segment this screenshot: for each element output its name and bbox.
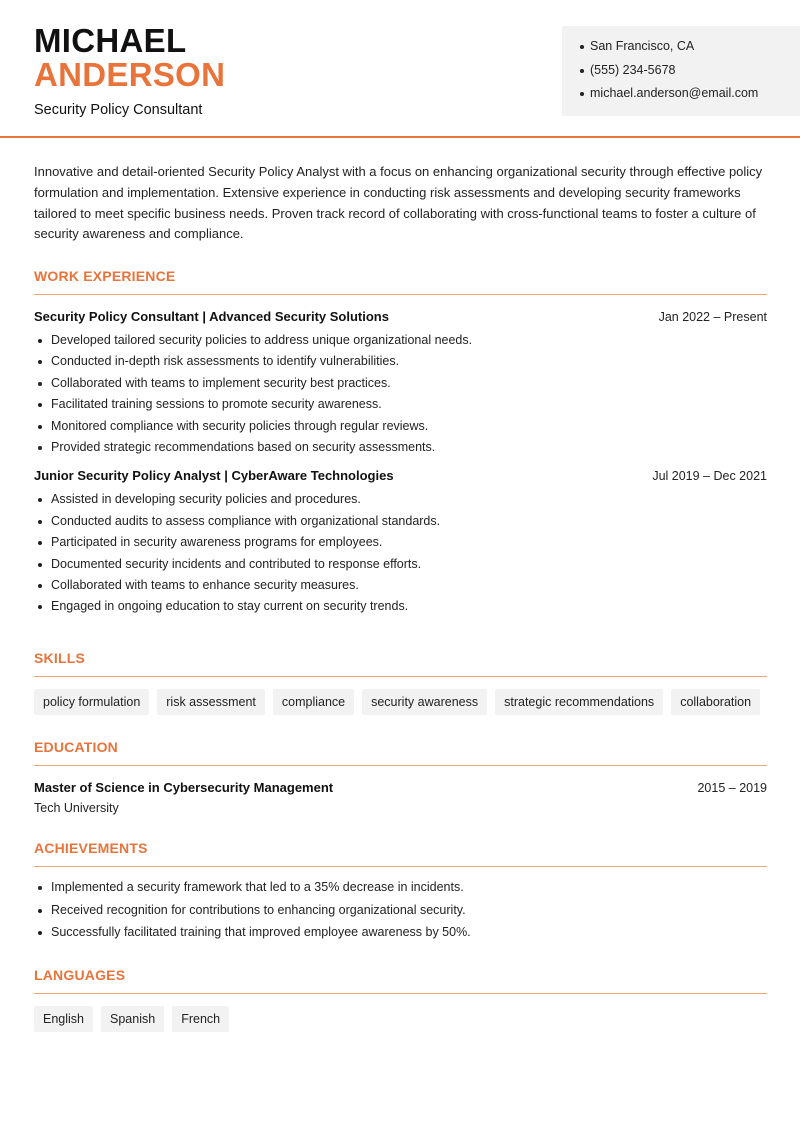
bullet-icon bbox=[38, 360, 42, 364]
contact-phone bbox=[580, 63, 800, 87]
bullet-text: Received recognition for contributions to enhancing organizational security. bbox=[51, 902, 466, 917]
work-experience-section bbox=[34, 268, 767, 621]
bullet-text: Developed tailored security policies to address unique organizational needs. bbox=[51, 333, 473, 347]
bullet-icon bbox=[38, 403, 42, 407]
bullet-icon bbox=[38, 541, 42, 545]
bullet-text: Provided strategic recommendations based on security assessments. bbox=[51, 439, 436, 454]
bullet-icon bbox=[38, 498, 42, 502]
bullet-icon bbox=[38, 931, 42, 935]
list-item bbox=[34, 440, 767, 461]
contact-box bbox=[562, 26, 800, 116]
list-item bbox=[34, 599, 767, 620]
section-divider bbox=[34, 993, 767, 994]
skill-chip: policy formulation bbox=[34, 689, 149, 715]
bullet-icon bbox=[38, 425, 42, 429]
bullet-text: Documented security incidents and contributed to response efforts. bbox=[51, 556, 422, 571]
bullet-icon bbox=[38, 605, 42, 609]
list-item bbox=[34, 903, 767, 926]
section-title-achievements: ACHIEVEMENTS bbox=[34, 840, 148, 856]
section-title-languages: LANGUAGES bbox=[34, 967, 126, 983]
skill-chip: risk assessment bbox=[157, 689, 265, 715]
list-item bbox=[34, 354, 767, 375]
languages-section bbox=[34, 967, 767, 1032]
list-item bbox=[34, 492, 767, 513]
bullet-text: Successfully facilitated training that improved employee awareness by 50%. bbox=[51, 925, 471, 939]
bullet-text: Collaborated with teams to enhance security measures. bbox=[51, 577, 359, 592]
bullet-icon bbox=[38, 446, 42, 450]
bullet-icon bbox=[580, 69, 584, 73]
resume-header bbox=[0, 0, 800, 138]
bullet-text: Engaged in ongoing education to stay current on security trends. bbox=[51, 599, 409, 614]
language-chip: Spanish bbox=[101, 1006, 164, 1032]
bullet-text: Conducted in-depth risk assessments to identify vulnerabilities. bbox=[51, 354, 400, 369]
bullet-icon bbox=[580, 45, 584, 49]
contact-email bbox=[580, 86, 800, 110]
job-dates: Jan 2022 – Present bbox=[658, 310, 767, 324]
contact-email-text[interactable]: michael.anderson@email.com bbox=[590, 86, 759, 100]
bullet-icon bbox=[580, 92, 584, 96]
job-entry-1 bbox=[34, 309, 767, 324]
job-title: Security Policy Consultant bbox=[34, 102, 203, 118]
bullet-icon bbox=[38, 520, 42, 524]
section-divider bbox=[34, 676, 767, 677]
list-item bbox=[34, 376, 767, 397]
bullet-text: Participated in security awareness programs for employees. bbox=[51, 535, 383, 550]
contact-phone-text: (555) 234-5678 bbox=[590, 62, 676, 77]
list-item bbox=[34, 514, 767, 535]
bullet-text: Implemented a security framework that led to a 35% decrease in incidents. bbox=[51, 880, 464, 894]
skill-chip: compliance bbox=[273, 689, 354, 715]
bullet-icon bbox=[38, 584, 42, 588]
section-title-skills: SKILLS bbox=[34, 650, 85, 666]
section-title-work: WORK EXPERIENCE bbox=[34, 268, 176, 284]
skill-chip: security awareness bbox=[362, 689, 487, 715]
job-heading: Junior Security Policy Analyst | CyberAware Technologies bbox=[34, 468, 394, 484]
achievements-section bbox=[34, 840, 767, 948]
summary: Innovative and detail-oriented Security Policy Analyst with a focus on enhancing organizational security through effective policy formulation and implementation. Extensive experience in conducting risk assessments and developing security frameworks tailored to meet specific business needs. Proven track record of collaborating with cross-functional teams to foster a culture of security awareness and compliance. bbox=[34, 164, 763, 242]
job-bullets bbox=[34, 333, 767, 461]
list-item bbox=[34, 925, 767, 948]
achievements-list bbox=[34, 880, 767, 948]
bullet-text: Conducted audits to assess compliance with organizational standards. bbox=[51, 513, 441, 528]
list-item bbox=[34, 880, 767, 903]
first-name: MICHAEL bbox=[34, 22, 187, 59]
education-section bbox=[34, 739, 767, 815]
list-item bbox=[34, 419, 767, 440]
bullet-text: Facilitated training sessions to promote security awareness. bbox=[51, 397, 382, 412]
skills-list bbox=[34, 689, 767, 715]
job-dates: Jul 2019 – Dec 2021 bbox=[652, 469, 767, 484]
section-divider bbox=[34, 866, 767, 867]
job-entry-2 bbox=[34, 468, 767, 483]
languages-list bbox=[34, 1006, 767, 1032]
job-bullets bbox=[34, 492, 767, 620]
list-item bbox=[34, 535, 767, 556]
bullet-text: Monitored compliance with security policies through regular reviews. bbox=[51, 418, 429, 433]
bullet-icon bbox=[38, 563, 42, 567]
degree: Master of Science in Cybersecurity Management bbox=[34, 780, 334, 795]
school: Tech University bbox=[34, 801, 119, 815]
bullet-icon bbox=[38, 382, 42, 386]
bullet-text: Assisted in developing security policies and procedures. bbox=[51, 492, 361, 507]
list-item bbox=[34, 557, 767, 578]
list-item bbox=[34, 397, 767, 418]
section-divider bbox=[34, 765, 767, 766]
bullet-icon bbox=[38, 886, 42, 890]
skill-chip: collaboration bbox=[671, 689, 760, 715]
name-block bbox=[34, 24, 225, 118]
skill-chip: strategic recommendations bbox=[495, 689, 663, 715]
bullet-icon bbox=[38, 909, 42, 913]
job-heading: Security Policy Consultant | Advanced Security Solutions bbox=[34, 309, 389, 324]
last-name: ANDERSON bbox=[34, 56, 226, 93]
skills-section bbox=[34, 650, 767, 715]
education-entry bbox=[34, 780, 767, 795]
bullet-icon bbox=[38, 339, 42, 343]
language-chip: English bbox=[34, 1006, 93, 1032]
language-chip: French bbox=[172, 1006, 229, 1032]
list-item bbox=[34, 333, 767, 354]
contact-location bbox=[580, 39, 800, 63]
section-title-education: EDUCATION bbox=[34, 739, 118, 755]
bullet-text: Collaborated with teams to implement security best practices. bbox=[51, 375, 391, 390]
section-divider bbox=[34, 294, 767, 295]
contact-location-text: San Francisco, CA bbox=[590, 39, 695, 53]
list-item bbox=[34, 578, 767, 599]
education-dates: 2015 – 2019 bbox=[697, 781, 767, 795]
